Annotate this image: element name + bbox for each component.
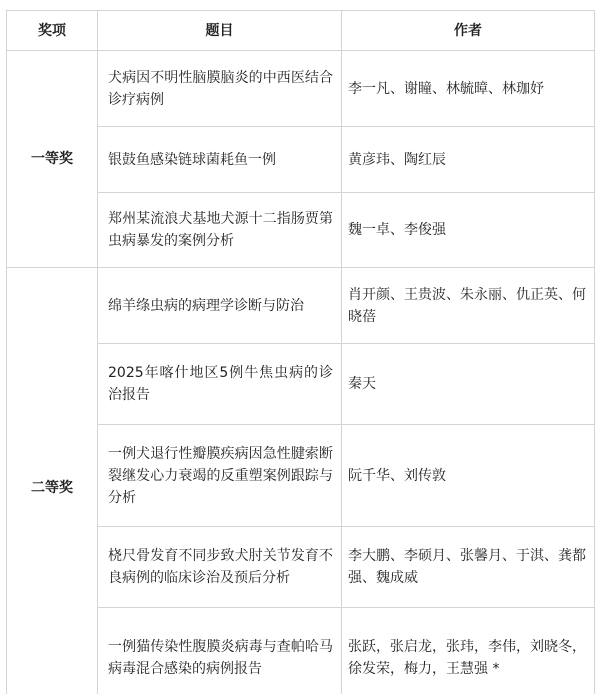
entry-authors: 魏一卓、李俊强 xyxy=(342,193,595,268)
table-row xyxy=(7,51,595,127)
header-award: 奖项 xyxy=(7,11,98,51)
award-second-prize: 二等奖 xyxy=(7,268,98,694)
entry-title: 2025年喀什地区5例牛焦虫病的诊治报告 xyxy=(98,344,342,425)
table-row xyxy=(7,268,595,344)
entry-title: 一例猫传染性腹膜炎病毒与查帕哈马病毒混合感染的病例报告 xyxy=(98,608,342,694)
entry-authors: 张跃，张启龙，张玮，李伟，刘晓冬，徐发荣，梅力，王慧强 * xyxy=(342,608,595,694)
awards-table xyxy=(6,10,595,694)
entry-title: 犬病因不明性脑膜脑炎的中西医结合诊疗病例 xyxy=(98,51,342,127)
entry-authors: 李大鹏、李硕月、张馨月、于淇、龚都强、魏成威 xyxy=(342,527,595,608)
table-header xyxy=(7,11,595,51)
entry-authors: 秦天 xyxy=(342,344,595,425)
entry-authors: 李一凡、谢瞳、林毓暲、林珈妤 xyxy=(342,51,595,127)
entry-title: 桡尺骨发育不同步致犬肘关节发育不良病例的临床诊治及预后分析 xyxy=(98,527,342,608)
entry-title: 一例犬退行性瓣膜疾病因急性腱索断裂继发心力衰竭的反重塑案例跟踪与分析 xyxy=(98,425,342,527)
entry-title: 绵羊绦虫病的病理学诊断与防治 xyxy=(98,268,342,344)
entry-authors: 阮千华、刘传敦 xyxy=(342,425,595,527)
table-body xyxy=(7,51,595,694)
entry-title: 郑州某流浪犬基地犬源十二指肠贾第虫病暴发的案例分析 xyxy=(98,193,342,268)
header-authors: 作者 xyxy=(342,11,595,51)
header-row xyxy=(7,11,595,51)
entry-authors: 黄彦玮、陶红辰 xyxy=(342,127,595,193)
award-first-prize: 一等奖 xyxy=(7,51,98,268)
header-title: 题目 xyxy=(98,11,342,51)
entry-title: 银鼓鱼感染链球菌耗鱼一例 xyxy=(98,127,342,193)
entry-authors: 肖开颜、王贵波、朱永丽、仇正英、何晓蓓 xyxy=(342,268,595,344)
